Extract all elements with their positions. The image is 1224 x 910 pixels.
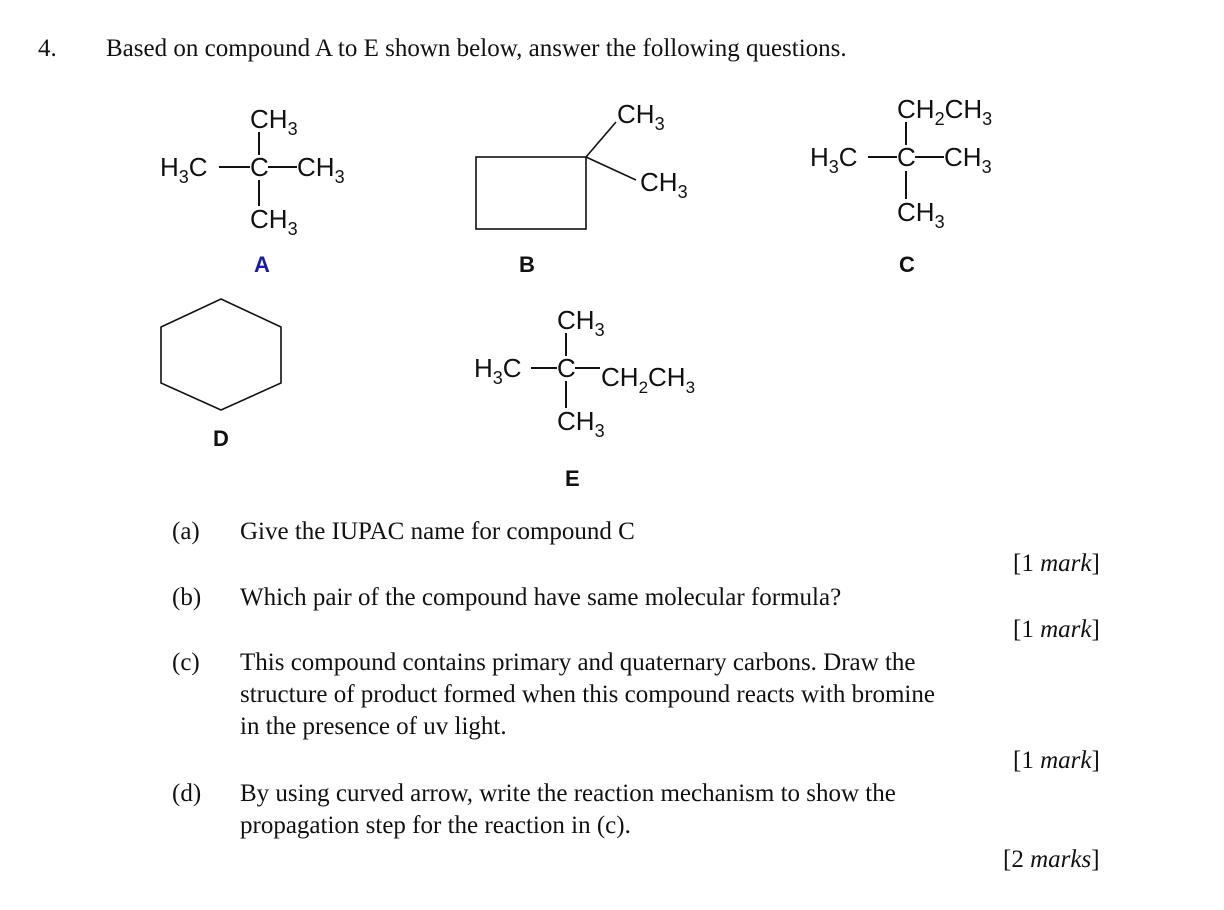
part-c-line-3: in the presence of uv light.	[240, 713, 507, 740]
compound-d-cyclohexane	[161, 299, 281, 410]
compound-c-bottom-group: $CH_3$	[897, 197, 945, 232]
compound-a-structure	[160, 104, 345, 239]
compound-b-methyl-right: $CH_3$	[640, 167, 688, 202]
part-c-line-2: structure of product formed when this compound reacts with bromine	[240, 681, 935, 708]
compound-c-structure	[810, 94, 992, 232]
compound-c-right-group: $CH_3$	[944, 142, 992, 177]
part-b-letter: (b)	[172, 584, 202, 611]
compound-e-label: E	[565, 466, 580, 491]
part-d-letter: (d)	[172, 780, 202, 807]
compound-c-left-group: $H_3C$	[810, 142, 858, 177]
compound-b-structure	[476, 99, 688, 229]
compound-a-right-group: $CH_3$	[297, 152, 345, 187]
compound-e-bottom-group: $CH_3$	[557, 406, 605, 441]
part-d-mark: [2 marks]	[1003, 846, 1100, 873]
compound-a-central-carbon: C	[250, 152, 269, 182]
compound-e-right-group: $CH_2CH_3$	[601, 362, 696, 397]
compound-a-bottom-group: $CH_3$	[250, 204, 298, 239]
part-d-line-1: By using curved arrow, write the reaction mechanism to show the	[240, 780, 896, 807]
compound-a-label: A	[254, 252, 270, 277]
compound-e-top-group: $CH_3$	[557, 305, 605, 340]
compound-e-central-carbon: C	[557, 353, 576, 383]
compound-c-top-group: $CH_2CH_3$	[897, 94, 993, 129]
part-c-line-1: This compound contains primary and quaternary carbons. Draw the	[240, 649, 916, 676]
compound-e-structure	[474, 305, 695, 441]
part-b-mark: [1 mark]	[1013, 616, 1100, 643]
part-c-mark: [1 mark]	[1013, 747, 1100, 774]
compound-a-top-group: $CH_3$	[250, 104, 298, 139]
compound-b-label: B	[519, 252, 535, 277]
part-c-letter: (c)	[172, 649, 200, 676]
question-number: 4.	[38, 35, 57, 62]
compound-e-left-group: $H_3C$	[474, 353, 522, 388]
part-a-letter: (a)	[172, 518, 200, 545]
compound-c-central-carbon: C	[897, 142, 916, 172]
compound-c-label: C	[899, 252, 915, 277]
part-a-mark: [1 mark]	[1013, 550, 1100, 577]
compound-d-label: D	[213, 426, 229, 451]
question-stem: Based on compound A to E shown below, answer the following questions.	[106, 35, 847, 62]
compound-a-left-group: $H_3C$	[160, 152, 208, 187]
part-a-text: Give the IUPAC name for compound C	[240, 518, 635, 545]
part-d-line-2: propagation step for the reaction in (c).	[240, 812, 631, 839]
compound-b-methyl-top: $CH_3$	[617, 99, 665, 134]
part-b-text: Which pair of the compound have same molecular formula?	[240, 584, 842, 611]
